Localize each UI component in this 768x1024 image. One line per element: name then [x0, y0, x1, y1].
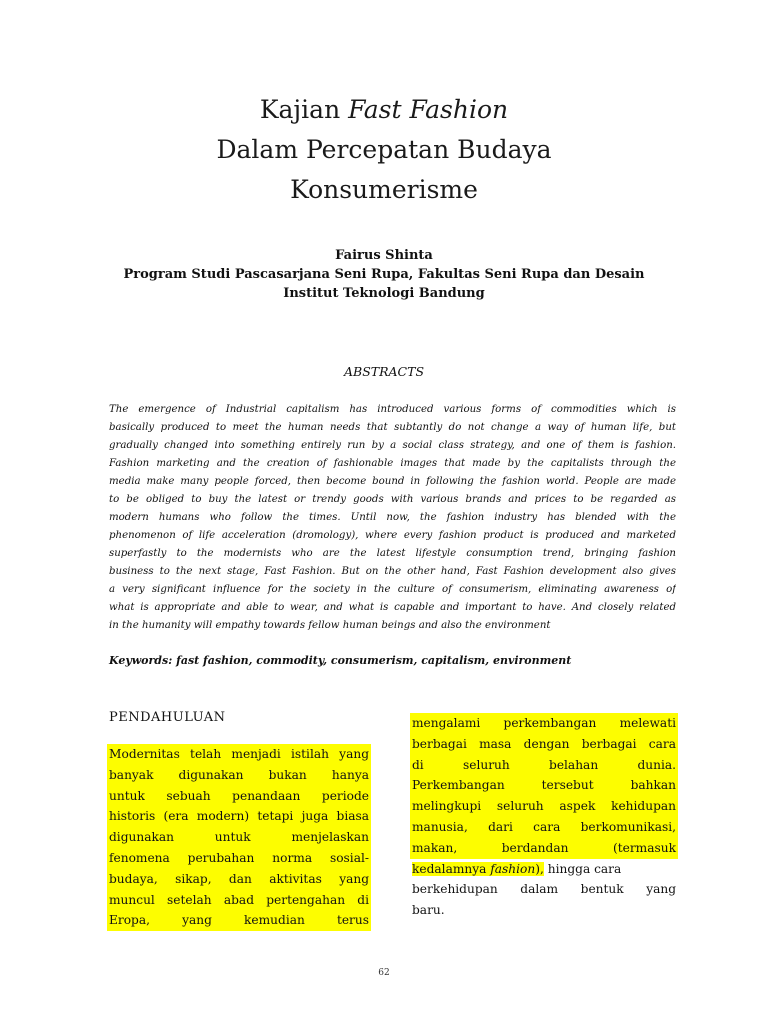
title-italic-term: Fast Fashion	[348, 95, 509, 124]
abstract-body	[109, 401, 676, 635]
paper-title	[0, 90, 768, 210]
body-text: hingga cara	[543, 861, 622, 876]
abstract-line: phenomenon of life acceleration (dromology), where every fashion product is produced and marketed	[109, 530, 676, 541]
body-line-highlighted: digunakan untuk menjelaskan	[107, 827, 371, 848]
author-block	[0, 246, 768, 303]
italic-term: fashion	[490, 861, 536, 876]
title-prefix: Kajian	[259, 95, 349, 124]
body-line-highlighted: banyak digunakan bukan hanya	[107, 765, 371, 786]
body-line-highlighted: melingkupi seluruh aspek kehidupan	[410, 796, 678, 817]
abstract-heading: ABSTRACTS	[343, 364, 425, 379]
title-line-2: Dalam Percepatan Budaya	[216, 135, 552, 164]
body-line-highlighted: berbagai masa dengan berbagai cara	[410, 734, 678, 755]
body-line: berkehidupan dalam bentuk yang	[412, 882, 676, 897]
abstract-line: a very significant influence for the society in the culture of consumerism, eliminating awareness of	[109, 584, 676, 595]
abstract-line: basically produced to meet the human needs that subtantly do not change a way of human life, but	[109, 422, 676, 433]
body-line-highlighted: historis (era modern) tetapi juga biasa	[107, 806, 371, 827]
abstract-line: The emergence of Industrial capitalism has introduced various forms of commodities which is	[109, 404, 676, 415]
abstract-line: to be obliged to buy the latest or trendy goods with various brands and prices to be regarded as	[109, 494, 676, 505]
body-line: baru.	[412, 903, 445, 918]
title-line-1	[0, 90, 768, 130]
body-line-highlighted: mengalami perkembangan melewati	[410, 713, 678, 734]
author-name: Fairus Shinta	[335, 248, 433, 263]
abstract-line: business to the next stage, Fast Fashion. But on the other hand, Fast Fashion development also gives	[109, 566, 676, 577]
abstract-line: in the humanity will empathy towards fellow human beings and also the environment	[109, 620, 551, 631]
author-affiliation-2: Institut Teknologi Bandung	[283, 286, 485, 301]
abstract-line: media make many people forced, then become bound in following the fashion world. People are made	[109, 476, 676, 487]
body-line-highlighted: muncul setelah abad pertengahan di	[107, 890, 371, 911]
keywords: Keywords: fast fashion, commodity, consumerism, capitalism, environment	[109, 654, 572, 667]
body-line-highlighted: untuk sebuah penandaan periode	[107, 786, 371, 807]
author-affiliation-1: Program Studi Pascasarjana Seni Rupa, Fakultas Seni Rupa dan Desain	[123, 267, 645, 282]
body-line-highlighted: Eropa, yang kemudian terus	[107, 910, 371, 931]
section-heading: PENDAHULUAN	[109, 710, 226, 725]
body-line-partial-highlight	[412, 859, 676, 880]
body-line-highlighted: fenomena perubahan norma sosial-	[107, 848, 371, 869]
abstract-line: gradually changed into something entirely run by a social class strategy, and one of them is fashion.	[109, 440, 676, 451]
title-line-3: Konsumerisme	[290, 175, 478, 204]
abstract-line: Fashion marketing and the creation of fashionable images that made by the capitalists through the	[109, 458, 676, 469]
body-line-highlighted: Perkembangan tersebut bahkan	[410, 775, 678, 796]
body-line-highlighted: manusia, dari cara berkomunikasi,	[410, 817, 678, 838]
right-column	[412, 713, 676, 921]
body-line-highlighted: di seluruh belahan dunia.	[410, 755, 678, 776]
abstract-line: modern humans who follow the times. Until now, the fashion industry has blended with the	[109, 512, 676, 523]
abstract-line: what is appropriate and able to wear, and what is capable and important to have. And closely related	[109, 602, 676, 613]
body-line-highlighted: Modernitas telah menjadi istilah yang	[107, 744, 371, 765]
body-line-highlighted: budaya, sikap, dan aktivitas yang	[107, 869, 371, 890]
body-line-highlighted: makan, berdandan (termasuk	[410, 838, 678, 859]
highlighted-text: ),	[535, 861, 544, 876]
left-column	[109, 744, 369, 931]
highlighted-span	[412, 862, 544, 876]
abstract-line: superfastly to the modernists who are the latest lifestyle consumption trend, bringing fashion	[109, 548, 676, 559]
highlighted-text: kedalamnya	[412, 861, 491, 876]
page-number: 62	[378, 968, 390, 978]
